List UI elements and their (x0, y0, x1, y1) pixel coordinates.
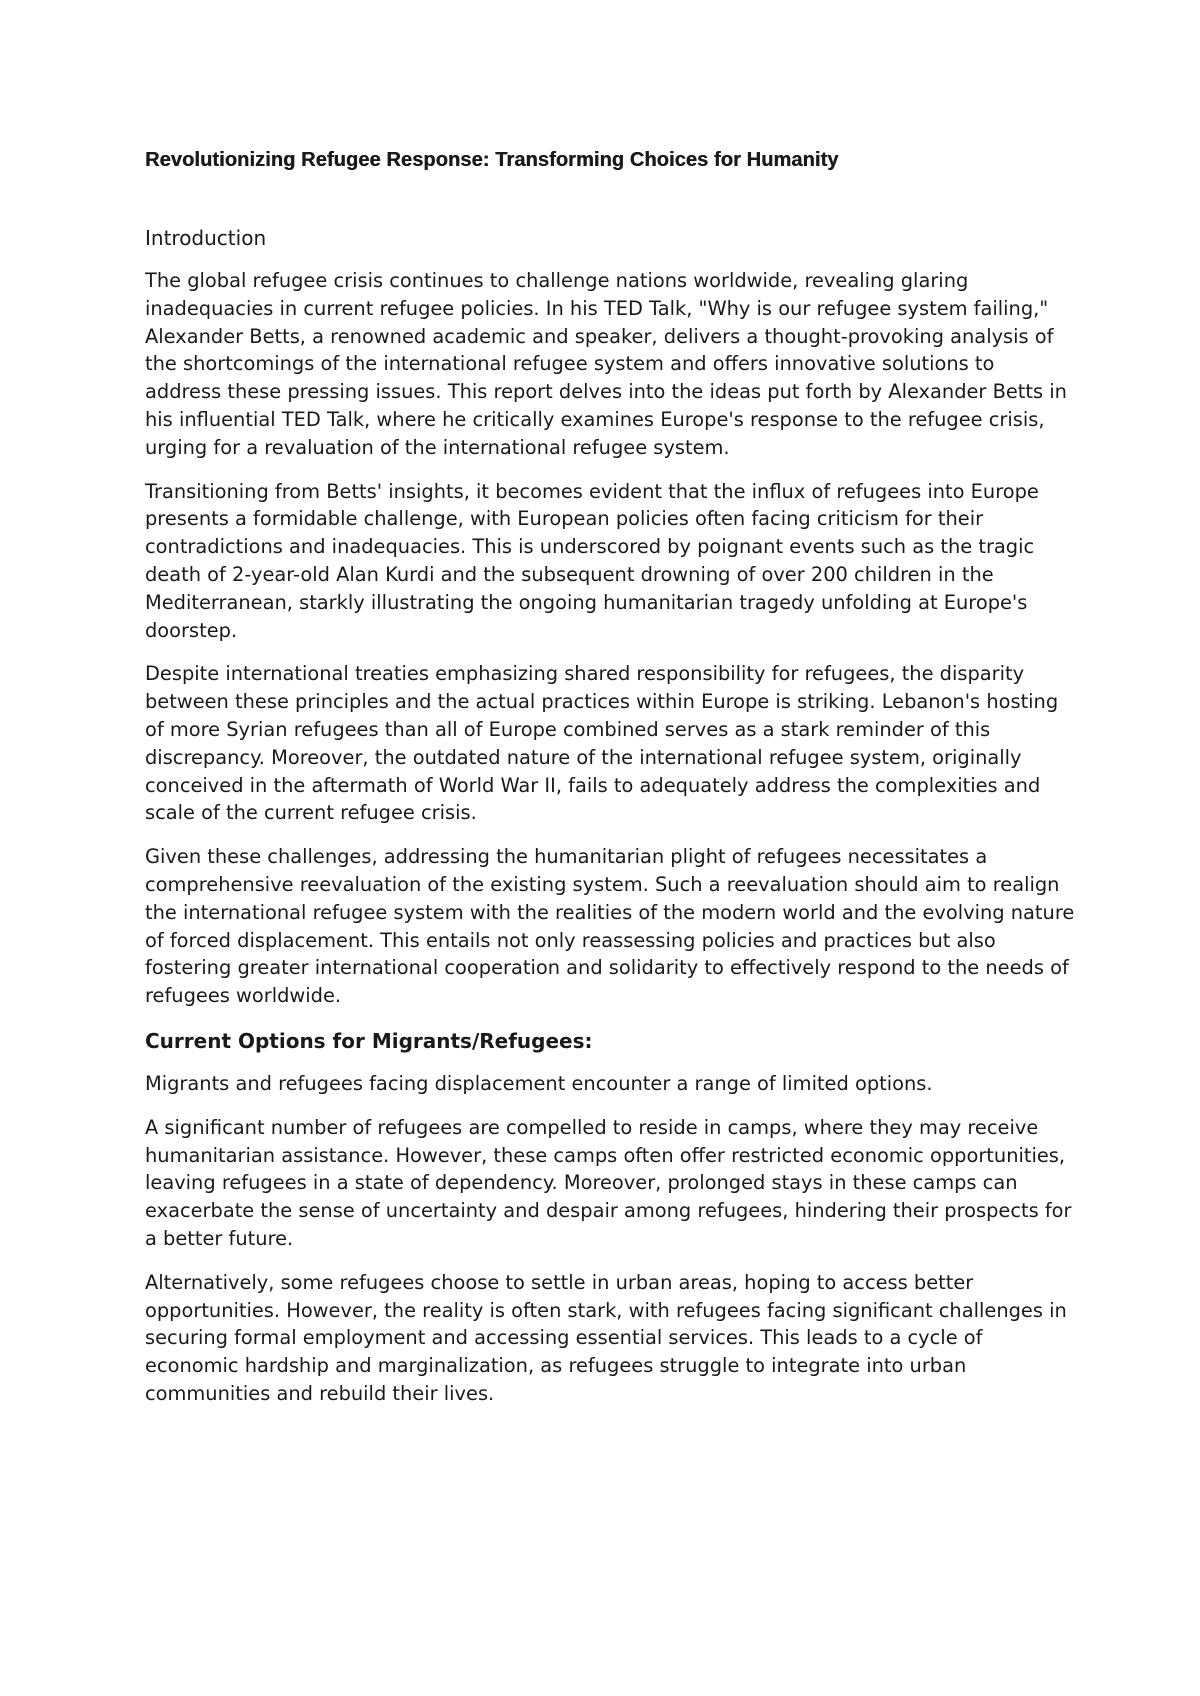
paragraph: Transitioning from Betts' insights, it becomes evident that the influx of refugees into Europe presents a formidable challenge, with European policies often facing criticism for their contradictions and inadequacies. This is underscored by poignant events such as the tragic death of 2-year-old Alan Kurdi and the subsequent drowning of over 200 children in the Mediterranean, starkly illustrating the ongoing humanitarian tragedy unfolding at Europe's doorstep. (145, 479, 1039, 642)
section-heading-current-options: Current Options for Migrants/Refugees: (145, 1028, 593, 1053)
paragraph: A significant number of refugees are compelled to reside in camps, where they may receive humanitarian assistance. However, these camps often offer restricted economic opportunities, leaving refugees in a state of dependency. Moreover, prolonged stays in these camps can exacerbate the sense of uncertainty and despair among refugees, hindering their prospects for a better future. (145, 1115, 1072, 1250)
paragraph: Migrants and refugees facing displacement encounter a range of limited options. (145, 1071, 933, 1095)
paragraph: Alternatively, some refugees choose to settle in urban areas, hoping to access better opportunities. However, the reality is often stark, with refugees facing significant challenges in securing formal employment and accessing essential services. This leads to a cycle of economic hardship and marginalization, as refugees struggle to integrate into urban communities and rebuild their lives. (145, 1270, 1067, 1405)
section-heading-introduction: Introduction (145, 226, 267, 250)
paragraph: Despite international treaties emphasizing shared responsibility for refugees, the disparity between these principles and the actual practices within Europe is striking. Lebanon's hosting of more Syrian refugees than all of Europe combined serves as a stark reminder of this discrepancy. Moreover, the outdated nature of the international refugee system, originally conceived in the aftermath of World War II, fails to adequately address the complexities and scale of the current refugee crisis. (145, 662, 1059, 825)
paragraph: The global refugee crisis continues to challenge nations worldwide, revealing glaring inadequacies in current refugee policies. In his TED Talk, "Why is our refugee system failing," Alexander Betts, a renowned academic and speaker, delivers a thought-provoking analysis of the shortcomings of the international refugee system and offers innovative solutions to address these pressing issues. This report delves into the ideas put forth by Alexander Betts in his influential TED Talk, where he critically examines Europe's response to the refugee crisis, urging for a revaluation of the international refugee system. (145, 269, 1067, 459)
document-title: Revolutionizing Refugee Response: Transforming Choices for Humanity (145, 149, 839, 171)
paragraph: Given these challenges, addressing the humanitarian plight of refugees necessitates a comprehensive reevaluation of the existing system. Such a reevaluation should aim to realign the international refugee system with the realities of the modern world and the evolving nature of forced displacement. This entails not only reassessing policies and practices but also fostering greater international cooperation and solidarity to effectively respond to the needs of refugees worldwide. (145, 845, 1075, 1008)
document-page (145, 145, 1075, 1424)
